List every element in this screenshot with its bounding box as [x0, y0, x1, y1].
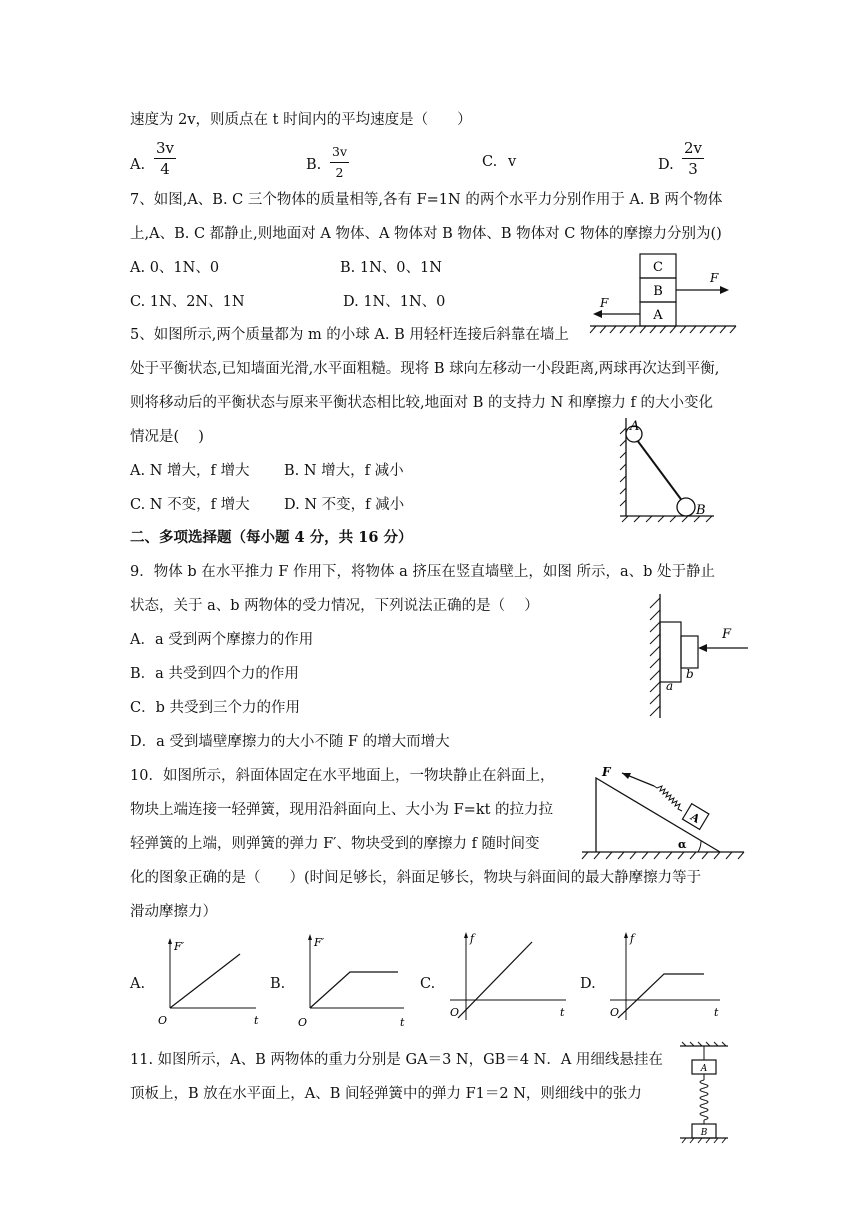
- q7-stem-line-2: 上,A、B. C 都静止,则地面对 A 物体、A 物体对 B 物体、B 物体对 C 物体的摩擦力分别为(): [130, 226, 722, 242]
- q10-graph-b-label: B.: [270, 976, 286, 992]
- q10-graph-c-label: C.: [420, 976, 436, 992]
- q9-option-c: C．b 共受到三个力的作用: [130, 700, 300, 716]
- q7-stacked-blocks-figure: [588, 252, 740, 334]
- q10-graph-b-origin: O: [298, 1016, 308, 1029]
- q9-wall-blocks-figure: [644, 592, 754, 722]
- q6-option-b-numerator: 3v: [330, 142, 349, 163]
- q10-graph-a-xlabel: t: [254, 1014, 259, 1027]
- q10-graph-b-ylabel: F′: [314, 936, 325, 949]
- q6-option-d-denominator: 3: [688, 160, 698, 178]
- q10-stem-line-4: 化的图象正确的是（ ）(时间足够长，斜面足够长，物块与斜面间的最大静摩擦力等于: [130, 870, 702, 886]
- q6-option-d-label: D.: [658, 157, 674, 173]
- q5-fig-ball-a: A: [630, 419, 640, 434]
- q10-graph-a: [152, 936, 264, 1032]
- q10-stem-line-5: 滑动摩擦力）: [130, 904, 217, 920]
- q11-stem-line-2: 顶板上，B 放在水平面上，A、B 间轻弹簧中的弹力 F1＝2 N，则细线中的张力: [130, 1086, 642, 1102]
- q9-fig-label-a: a: [666, 679, 674, 693]
- q6-option-a-label: A.: [130, 157, 146, 173]
- q10-graph-d-xlabel: t: [714, 1006, 719, 1019]
- q9-option-a: A．a 受到两个摩擦力的作用: [130, 632, 314, 648]
- q10-graph-c-xlabel: t: [560, 1006, 565, 1019]
- q5-option-b: B. N 增大，f 减小: [284, 463, 404, 479]
- q5-fig-ball-b: B: [696, 503, 706, 518]
- q10-graph-d-origin: O: [610, 1006, 620, 1019]
- q10-graph-d: [602, 930, 728, 1026]
- q9-fig-force: F: [722, 627, 732, 642]
- q7-fig-force-left: F: [600, 296, 609, 310]
- q5-stem-line-1: 5、如图所示,两个质量都为 m 的小球 A. B 用轻杆连接后斜靠在墙上: [130, 327, 569, 343]
- q5-rod-balls-figure: [614, 414, 724, 524]
- q10-graph-a-origin: O: [158, 1014, 168, 1027]
- q10-graph-c-ylabel: f: [470, 932, 475, 945]
- q10-graph-b-xlabel: t: [400, 1016, 405, 1029]
- q5-stem-line-2: 处于平衡状态,已知墙面光滑,水平面粗糙。现将 B 球向左移动一小段距离,两球再次达到平衡,: [130, 361, 720, 377]
- q11-spring-blocks-figure: [676, 1042, 732, 1144]
- q6-option-a-fraction: [154, 138, 176, 179]
- q11-stem-line-1: 11. 如图所示，A、B 两物体的重力分别是 GA＝3 N，GB＝4 N．A 用细线悬挂在: [130, 1052, 663, 1068]
- q9-fig-label-b: b: [686, 667, 694, 681]
- q7-option-c: C. 1N、2N、1N: [130, 294, 245, 310]
- q7-option-d: D. 1N、1N、0: [343, 294, 446, 310]
- q6-option-c-value: v: [508, 154, 517, 170]
- q6-option-d-numerator: 2v: [684, 139, 703, 157]
- q5-stem-line-3: 则将移动后的平衡状态与原来平衡状态相比较,地面对 B 的支持力 N 和摩擦力 f 的大小变化: [130, 395, 713, 411]
- q7-stem-line-1: 7、如图,A、B. C 三个物体的质量相等,各有 F=1N 的两个水平力分别作用于 A. B 两个物体: [130, 192, 723, 208]
- q10-fig-force: F: [602, 765, 611, 779]
- q6-option-a-numerator: 3v: [156, 139, 175, 157]
- q6-option-b-denominator: 2: [335, 165, 344, 180]
- q6-option-b-fraction: [330, 142, 349, 183]
- q7-fig-force-right: F: [710, 271, 719, 285]
- q7-option-a: A. 0、1N、0: [130, 260, 220, 276]
- q7-option-b: B. 1N、0、1N: [340, 260, 442, 276]
- q9-stem-line-1: 9．物体 b 在水平推力 F 作用下，将物体 a 挤压在竖直墙壁上，如图 所示，a、b 处于静止: [130, 564, 716, 580]
- q9-option-b: B．a 共受到四个力的作用: [130, 666, 299, 682]
- q10-graph-a-ylabel: F′: [174, 940, 185, 953]
- q6-option-c-label: C.: [482, 154, 498, 170]
- q10-graph-d-label: D.: [580, 976, 596, 992]
- q5-stem-line-4: 情况是( ): [130, 429, 204, 445]
- q7-fig-block-c: C: [653, 260, 663, 275]
- q11-fig-block-b: B: [700, 1128, 708, 1138]
- q10-graph-a-label: A.: [130, 976, 146, 992]
- q10-incline-spring-figure: [574, 765, 750, 862]
- q5-option-a: A. N 增大，f 增大: [130, 463, 250, 479]
- q10-graph-c-origin: O: [450, 1006, 460, 1019]
- q5-option-d: D. N 不变，f 减小: [284, 497, 405, 513]
- q10-fig-angle: α: [678, 838, 687, 851]
- q11-fig-block-a: A: [700, 1064, 708, 1074]
- q10-stem-line-2: 物块上端连接一轻弹簧，现用沿斜面向上、大小为 F=kt 的拉力拉: [130, 802, 554, 818]
- q6-option-a-denominator: 4: [160, 160, 170, 178]
- section-2-title: 二、多项选择题（每小题 4 分，共 16 分）: [130, 529, 413, 546]
- q10-graph-d-ylabel: f: [630, 932, 635, 945]
- q10-graph-c: [442, 930, 572, 1026]
- q10-stem-line-1: 10．如图所示，斜面体固定在水平地面上，一物块静止在斜面上，: [130, 768, 555, 784]
- q6-option-b-label: B.: [306, 157, 322, 173]
- q7-fig-block-b: B: [653, 284, 663, 299]
- q6-stem-tail: 速度为 2v，则质点在 t 时间内的平均速度是（ ）: [130, 112, 472, 128]
- q9-option-d: D．a 受到墙壁摩擦力的大小不随 F 的增大而增大: [130, 734, 450, 750]
- q5-option-c: C. N 不变，f 增大: [130, 497, 250, 513]
- q7-fig-block-a: A: [653, 308, 663, 323]
- q10-graph-b: [292, 932, 412, 1032]
- q10-fig-block: A: [688, 810, 703, 826]
- q6-option-d-fraction: [682, 138, 704, 179]
- q9-stem-line-2: 状态，关于 a、b 两物体的受力情况，下列说法正确的是（ ）: [130, 598, 539, 614]
- q10-stem-line-3: 轻弹簧的上端，则弹簧的弹力 F′、物块受到的摩擦力 f 随时间变: [130, 836, 540, 852]
